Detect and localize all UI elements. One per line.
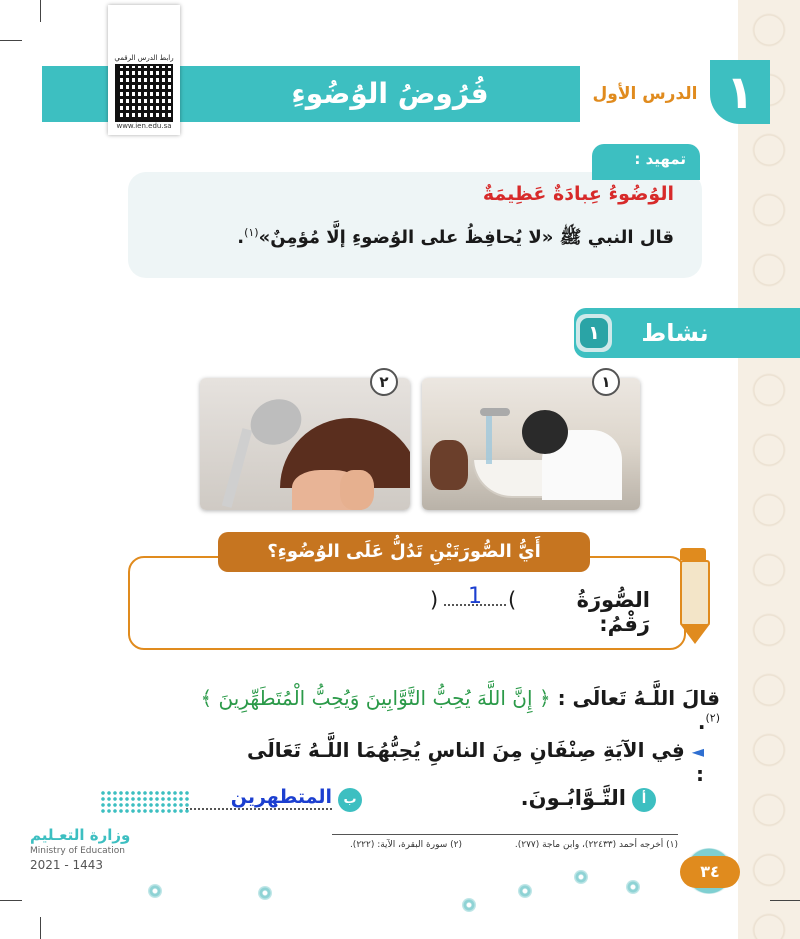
flower-ornament-icon — [518, 884, 532, 898]
quote-text: «لا يُحافِظُ على الوُضوءِ إلَّا مُؤمِنٌ» — [258, 227, 554, 248]
ministry-logo-icon — [100, 790, 190, 814]
answer-paren-close: ) — [430, 588, 439, 612]
option-b-badge: ب — [338, 788, 362, 812]
page-number: ٣٤ — [680, 856, 740, 888]
verse-footnote-ref: (٢) — [705, 711, 720, 725]
option-b-dotted-line — [186, 808, 332, 810]
decorative-pattern-strip — [738, 0, 800, 939]
option-b-answer-field[interactable]: المتطهرين — [230, 786, 332, 808]
flower-ornament-icon — [148, 884, 162, 898]
flower-ornament-icon — [574, 870, 588, 884]
shower-hose — [222, 428, 252, 508]
footnote-rule — [332, 834, 678, 835]
quote-prefix: قال النبي ﷺ — [559, 227, 674, 248]
flower-ornament-icon — [258, 886, 272, 900]
photo-wudu-washing-face[interactable] — [422, 378, 640, 510]
page-title: فُرُوضُ الوُضُوءِ — [291, 77, 489, 110]
footnote-2: (٢) سورة البقرة، الآية: (٢٢٢). — [349, 840, 462, 850]
crop-mark — [0, 900, 22, 901]
crop-mark — [40, 0, 41, 22]
crop-mark — [770, 900, 800, 901]
lesson-label: الدرس الأول — [592, 84, 698, 104]
crop-mark — [40, 917, 41, 939]
pot-shape — [430, 440, 468, 490]
water-stream — [486, 416, 492, 464]
qr-code-icon[interactable] — [117, 66, 171, 120]
pencil-icon-tip — [680, 624, 710, 644]
answer-field[interactable]: 1 — [468, 584, 482, 609]
activity-number-box — [576, 314, 612, 352]
answer-paren-open: ( — [508, 588, 517, 612]
edition-year: 2021 - 1443 — [30, 858, 104, 872]
ministry-name-en: Ministry of Education — [30, 846, 125, 856]
quote-footnote-ref: (١) — [244, 226, 259, 239]
answer-label: الصُّورَةُ رَقْمُ: — [576, 588, 650, 636]
activity-label: نشاط — [641, 319, 709, 347]
boy-head — [522, 410, 568, 454]
intro-heading: الوُضُوءُ عِبادَةٌ عَظِيمَةٌ — [482, 183, 674, 205]
arrow-icon: ◄ — [691, 742, 704, 761]
qr-url[interactable]: www.ien.edu.sa — [116, 122, 172, 130]
pencil-icon-body — [680, 560, 710, 626]
verse-text: ﴿ إِنَّ اللَّهَ يُحِبُّ التَّوَّابِينَ وَيُحِبُّ الْمُتَطَهِّرِينَ ﴾ — [200, 686, 551, 710]
photo-shower[interactable] — [200, 378, 410, 510]
intro-quote — [150, 226, 674, 252]
crop-mark — [0, 40, 22, 41]
photo-badge-2: ٢ — [370, 368, 398, 396]
verse-prefix: قالَ اللَّـهُ تَعالَى : — [557, 686, 720, 710]
verse-end: . — [697, 710, 706, 734]
hand-shape — [340, 470, 374, 510]
activity-number: ١ — [580, 318, 608, 348]
flower-ornament-icon — [462, 898, 476, 912]
question-banner: أَيُّ الصُّورَتَيْنِ تَدُلُّ عَلَى الوُضُوءِ؟ — [218, 532, 590, 572]
ministry-name-ar: وزارة التعـليم — [30, 826, 131, 844]
faucet-shape — [480, 408, 510, 416]
flower-ornament-icon — [626, 880, 640, 894]
lesson-number: ١ — [725, 65, 755, 119]
quran-verse-line — [190, 686, 720, 734]
option-a-badge: أ — [632, 788, 656, 812]
pencil-icon — [680, 548, 706, 560]
prompt-line — [240, 738, 704, 786]
footnote-1: (١) أخرجه أحمد (٢٢٤٣٣)، وابن ماجة (٢٧٧). — [514, 840, 678, 850]
option-a-text: التَّـوَّابُـونَ. — [520, 786, 626, 810]
intro-tab: تمهيد : — [592, 144, 700, 180]
prompt-text: فِي الآيَةِ صِنْفَانِ مِنَ الناسِ يُحِبُّهُمَا اللَّـهُ تَعَالَى : — [247, 738, 704, 786]
qr-caption: رابط الدرس الرقمي — [114, 54, 174, 62]
photo-badge-1: ١ — [592, 368, 620, 396]
quote-end: . — [237, 227, 245, 248]
